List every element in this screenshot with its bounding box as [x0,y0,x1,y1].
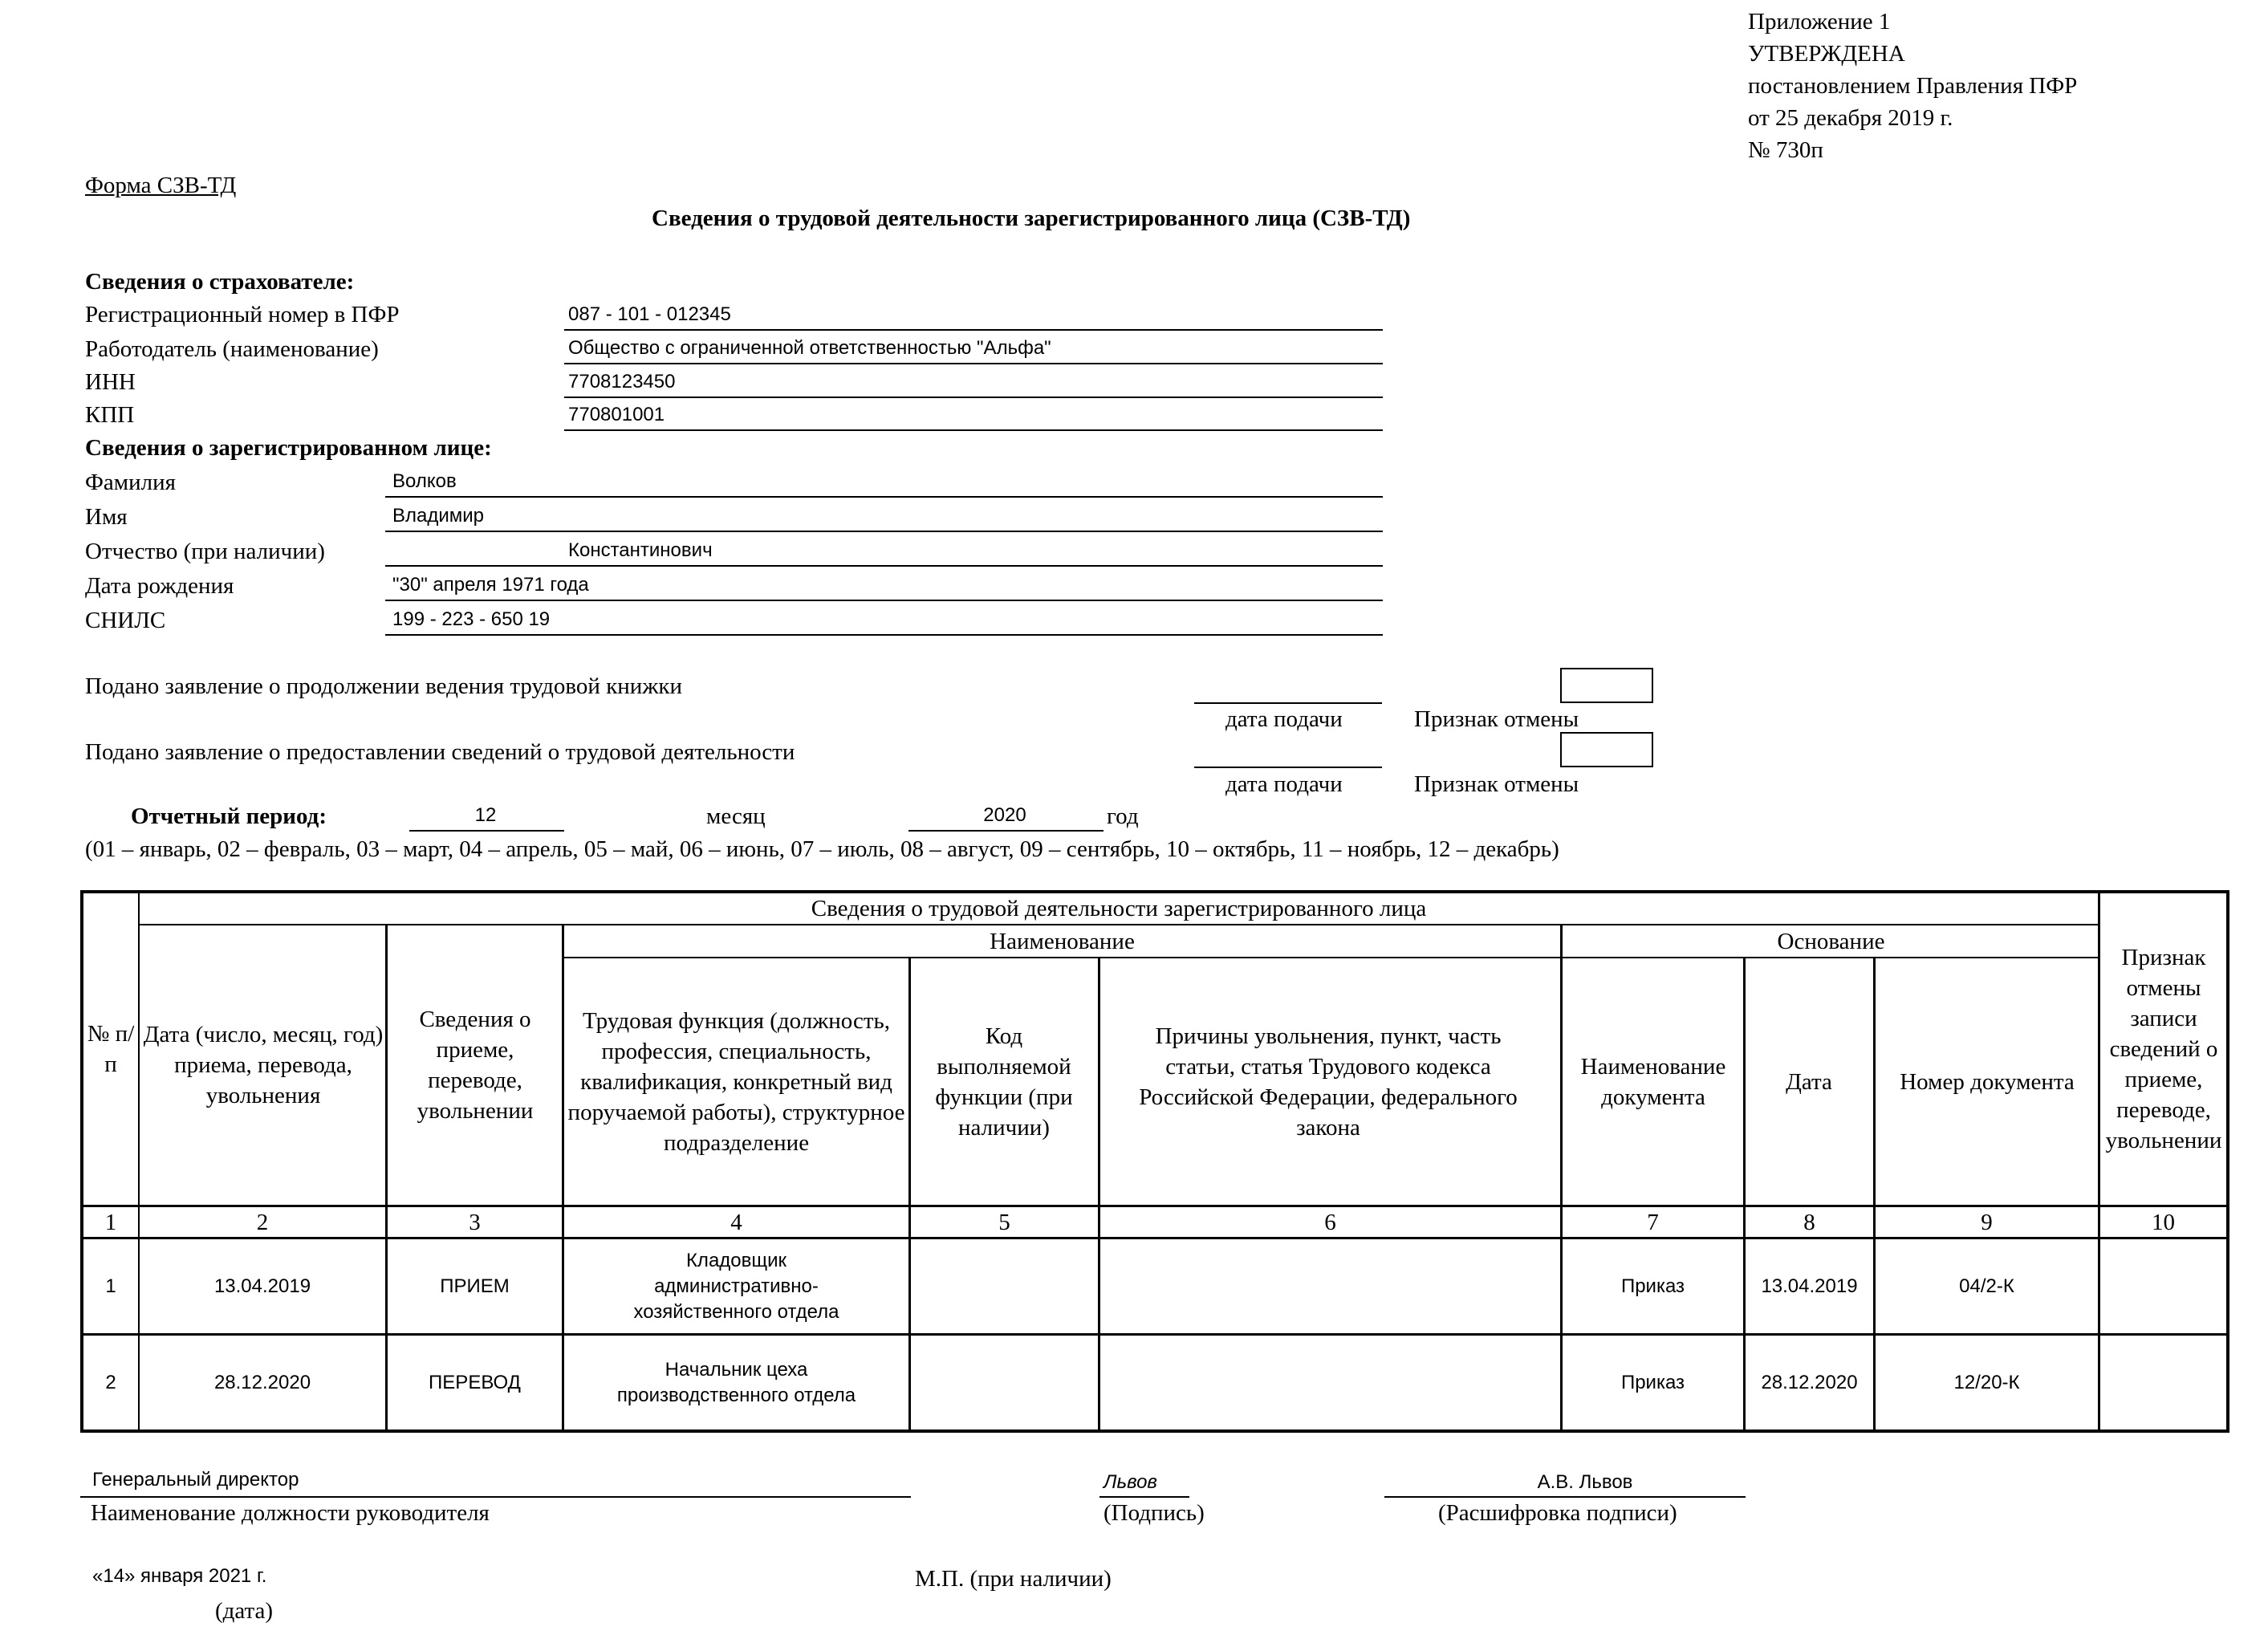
field-underline [385,600,1383,601]
field-label: Фамилия [85,470,176,495]
field-underline [564,397,1383,398]
row-num: 1 [105,1275,116,1297]
field-label: Работодатель (наименование) [85,336,379,362]
row-reason [1100,1239,1560,1333]
row-code [911,1336,1098,1430]
field-underline [385,496,1383,498]
approval-line: от 25 декабря 2019 г. [1748,105,1953,131]
position-value: Генеральный директор [92,1469,299,1491]
sign-date-value: «14» января 2021 г. [92,1565,267,1587]
field-underline [564,329,1383,331]
reg-number-value: 087 - 101 - 012345 [568,303,731,325]
sign-date-label: (дата) [215,1598,274,1624]
signature-line [1099,1496,1189,1498]
employer-value: Общество с ограниченной ответственностью "Альфа" [568,337,1051,359]
col-header-cancel: Признак отмены записи сведений о приеме, переводе, увольнении [2105,945,2222,1153]
naming-header: Наименование [990,928,1135,954]
snils-value: 199 - 223 - 650 19 [392,608,551,630]
continue-book-label: Подано заявление о продолжении ведения трудовой книжки [85,673,682,699]
date-label: дата подачи [1225,706,1343,732]
col-number: 6 [1324,1209,1336,1235]
table-rule [562,924,564,1433]
field-underline [564,363,1383,364]
col-number: 2 [256,1209,269,1235]
submit-date-line [1194,767,1382,768]
birthdate-value: "30" апреля 1971 года [392,574,589,596]
period-month-value: 12 [474,804,497,826]
col-number: 3 [469,1209,481,1235]
row-date: 13.04.2019 [213,1275,311,1297]
row-doc-name: Приказ [1620,1275,1685,1297]
year-label: год [1107,803,1139,829]
field-label: Отчество (при наличии) [85,539,325,564]
field-label: ИНН [85,369,136,395]
cancel-checkbox[interactable] [1560,732,1653,767]
cancel-label: Признак отмены [1414,771,1579,797]
col-header-reason: Причины увольнения, пункт, часть статьи, статья Трудового кодекса Российской Федерации, федерального закона [1139,1023,1518,1141]
field-underline [385,565,1383,567]
provide-info-label: Подано заявление о предоставлении сведений о трудовой деятельности [85,739,795,765]
stamp-label: М.П. (при наличии) [915,1566,1112,1592]
col-number: 8 [1803,1209,1815,1235]
position-line [80,1496,911,1498]
row-doc-date: 13.04.2019 [1761,1275,1858,1297]
activity-table [80,890,2229,1433]
approval-line: Приложение 1 [1748,9,1891,35]
cancel-label: Признак отмены [1414,706,1579,732]
col-header-num: № п/п [87,1021,135,1077]
decode-label: (Расшифровка подписи) [1438,1500,1677,1526]
basis-header: Основание [1777,928,1885,954]
table-border [2226,890,2229,1433]
decode-value: А.В. Львов [1537,1471,1633,1493]
table-border [80,1430,2229,1433]
month-label: месяц [706,803,766,829]
field-label: КПП [85,402,135,428]
position-label: Наименование должности руководителя [91,1500,490,1526]
col-number: 9 [1981,1209,1993,1235]
decode-line [1384,1496,1746,1498]
col-header-doc-num: Номер документа [1900,1068,2075,1095]
patronymic-value: Константинович [568,539,713,561]
row-cancel [2100,1336,2226,1430]
row-function: Начальник цеха производственного отдела [616,1358,856,1406]
period-legend: (01 – январь, 02 – февраль, 03 – март, 04 – апрель, 05 – май, 06 – июнь, 07 – июль, 08 – август, 09 – сентябрь, 10 – октябрь, 11 – ноябрь, 12 – декабрь) [85,836,1559,862]
period-label: Отчетный период: [131,803,327,829]
row-info: ПЕРЕВОД [429,1371,521,1393]
col-header-code: Код выполняемой функции (при наличии) [935,1023,1073,1141]
row-function: Кладовщик административно-хозяйственного отдела [633,1249,839,1323]
submit-date-line [1194,702,1382,704]
row-cancel [2100,1239,2226,1333]
period-month-line [409,830,564,832]
page-title: Сведения о трудовой деятельности зарегистрированного лица (СЗВ-ТД) [652,205,1411,231]
signature-label: (Подпись) [1104,1500,1205,1526]
field-underline [385,531,1383,532]
row-info: ПРИЕМ [440,1275,510,1297]
field-label: Дата рождения [85,573,234,599]
approval-line: УТВЕРЖДЕНА [1748,41,1905,67]
col-number: 1 [104,1209,117,1235]
col-header-doc-name: Наименование документа [1580,1053,1726,1110]
kpp-value: 770801001 [568,404,665,425]
row-doc-num: 04/2-К [1959,1275,2014,1297]
insurer-heading: Сведения о страхователе: [85,269,355,295]
row-doc-name: Приказ [1620,1371,1685,1393]
col-header-function: Трудовая функция (должность, профессия, специальность, квалификация, конкретный вид поручаемой работы), структурное подразделение [567,1007,905,1156]
period-year-value: 2020 [983,804,1026,826]
period-year-line [908,830,1104,832]
col-number: 4 [730,1209,742,1235]
row-doc-num: 12/20-К [1953,1371,2020,1393]
col-header-doc-date: Дата [1786,1068,1832,1095]
cancel-checkbox[interactable] [1560,668,1653,703]
surname-value: Волков [392,470,457,492]
row-reason [1100,1336,1560,1430]
field-underline [564,429,1383,431]
row-date: 28.12.2020 [213,1371,311,1393]
person-heading: Сведения о зарегистрированном лице: [85,435,492,461]
group-header: Сведения о трудовой деятельности зарегистрированного лица [811,896,1427,921]
form-label: Форма СЗВ-ТД [85,173,237,198]
col-number: 7 [1647,1209,1659,1235]
field-label: Регистрационный номер в ПФР [85,302,400,327]
approval-line: № 730п [1748,137,1823,163]
row-doc-date: 28.12.2020 [1761,1371,1858,1393]
field-underline [385,634,1383,636]
col-header-info: Сведения о приеме, переводе, увольнении [417,1007,534,1124]
date-label: дата подачи [1225,771,1343,797]
inn-value: 7708123450 [568,371,676,392]
col-header-date: Дата (число, месяц, год) приема, перевода, увольнения [143,1022,384,1108]
signature-value: Львов [1104,1471,1157,1493]
row-code [911,1239,1098,1333]
name-value: Владимир [392,505,485,527]
col-number: 10 [2152,1209,2175,1235]
approval-line: постановлением Правления ПФР [1748,73,2078,99]
field-label: Имя [85,504,128,530]
row-num: 2 [105,1371,116,1393]
col-number: 5 [998,1209,1010,1235]
field-label: СНИЛС [85,608,166,633]
